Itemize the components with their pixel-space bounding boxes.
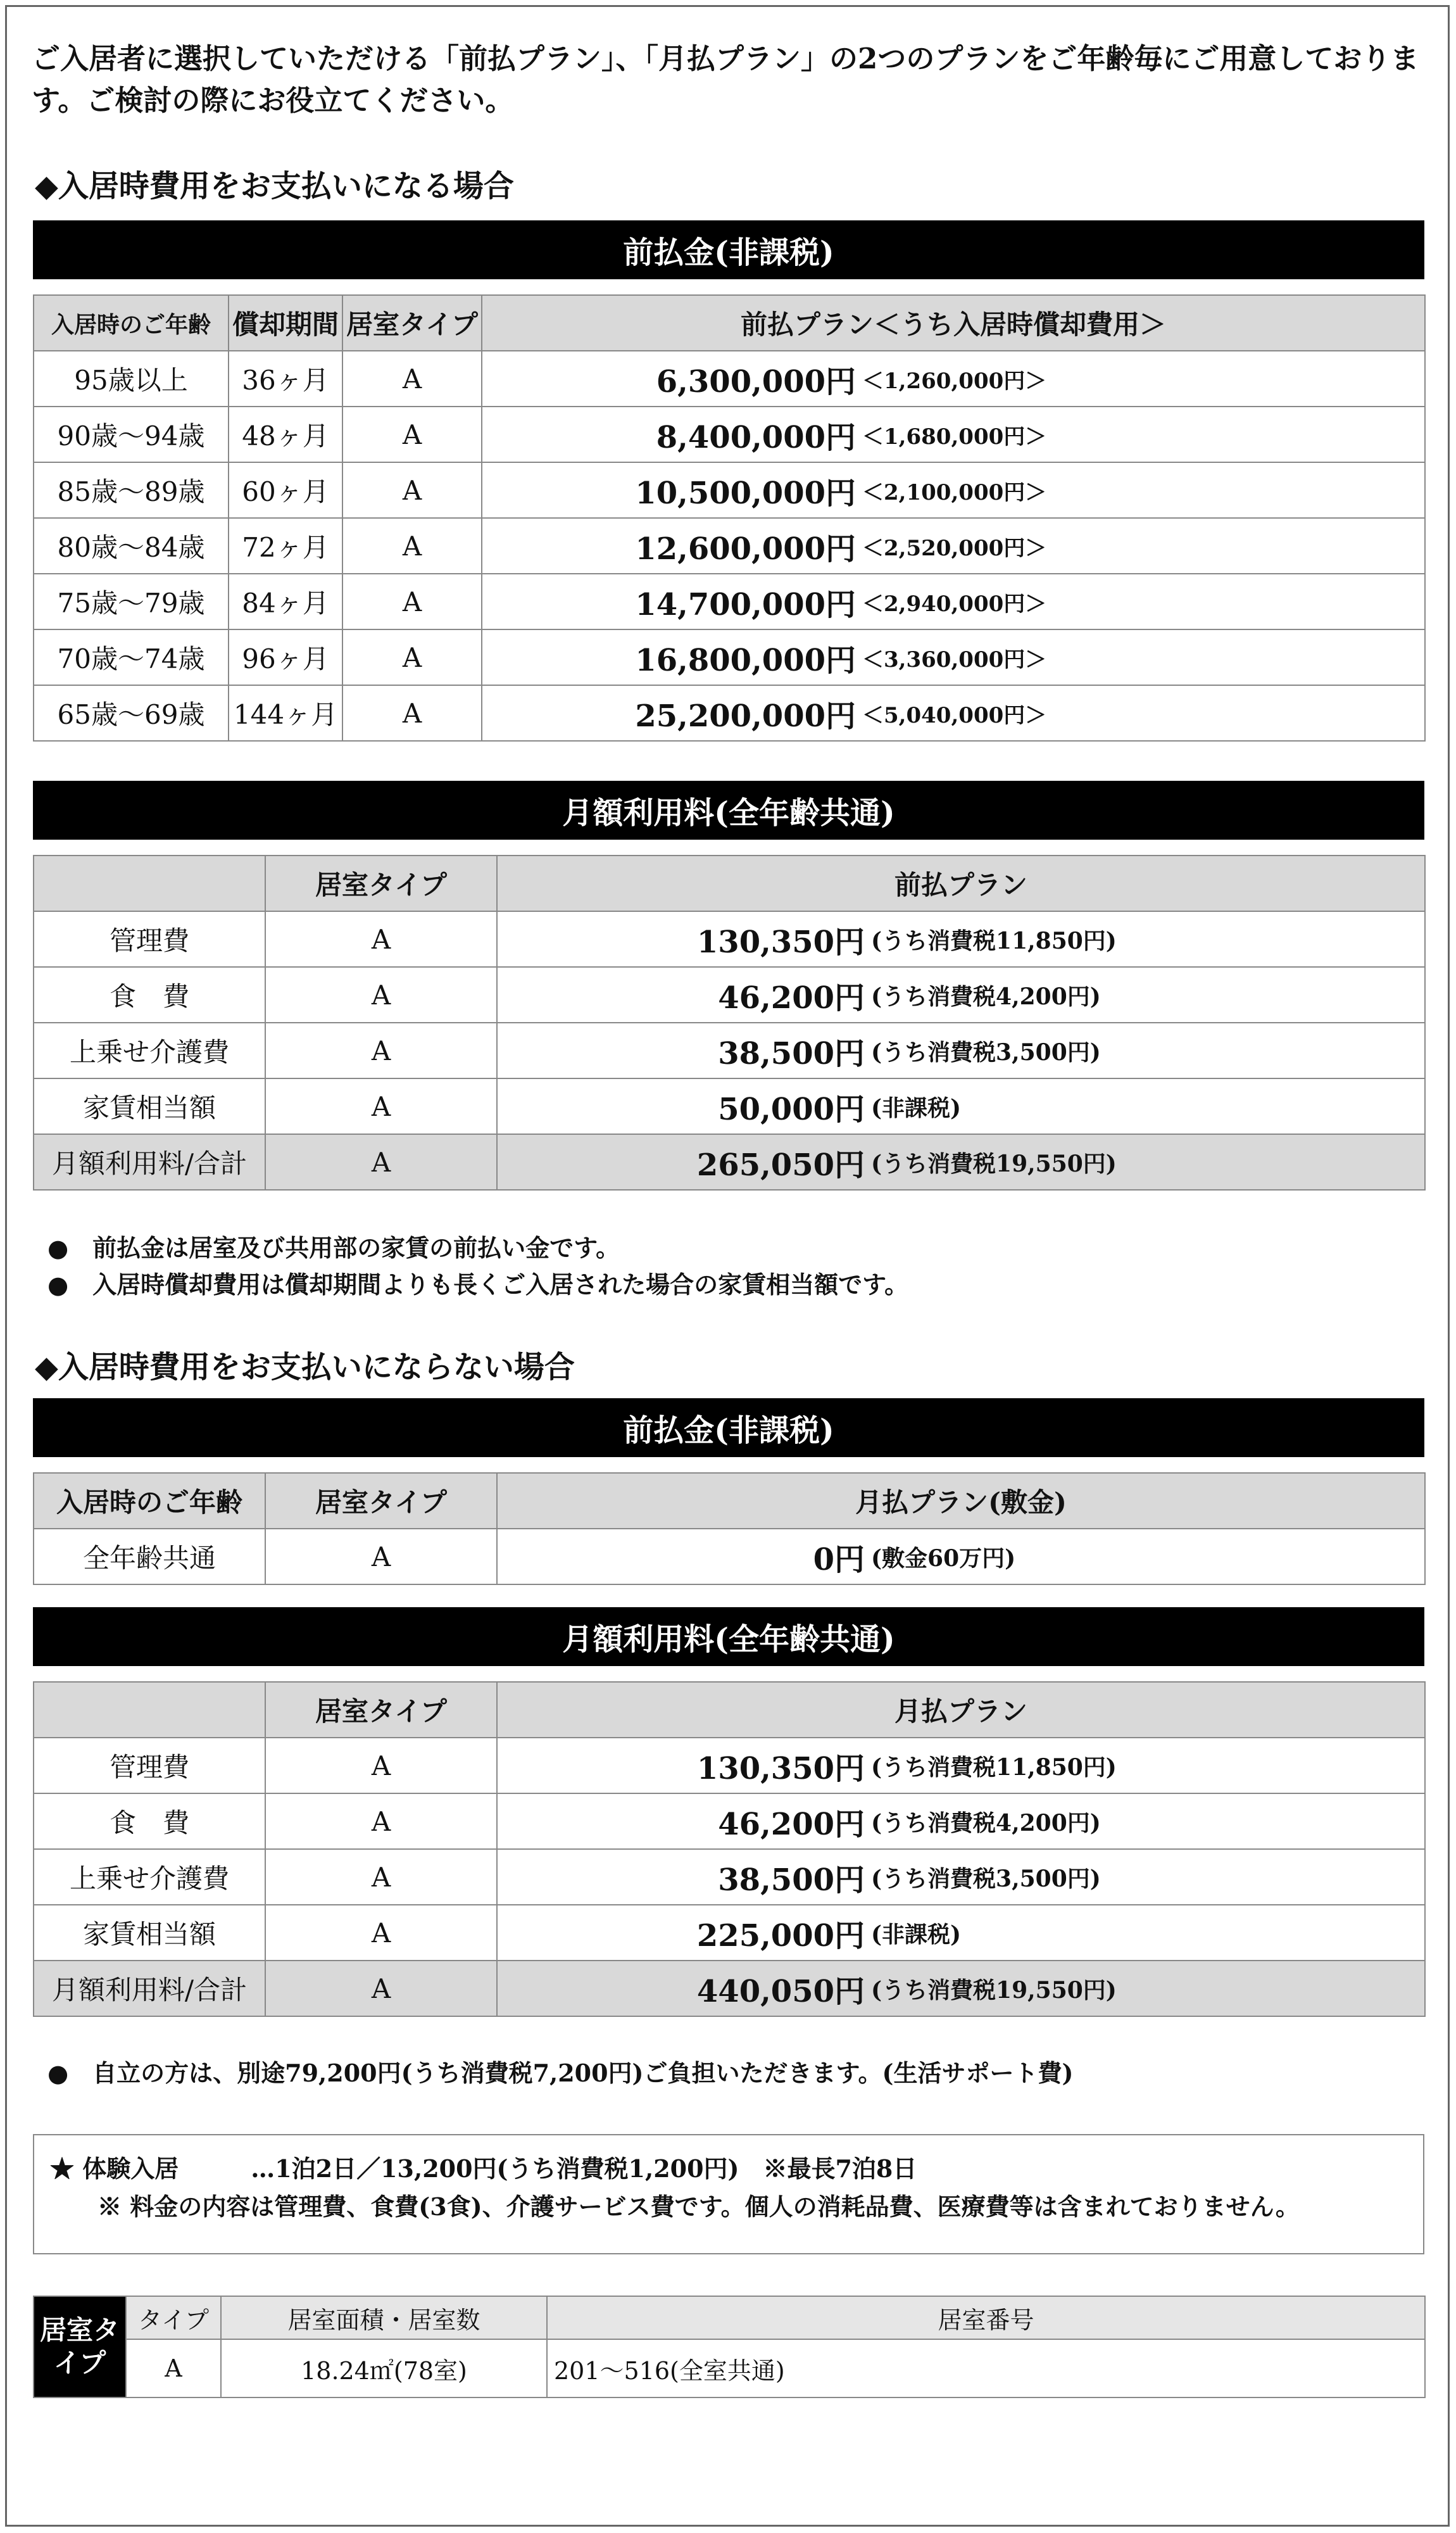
amount-cell [497,967,1425,1023]
type-cell: A [265,1738,497,1793]
table-header-row [34,1473,1425,1529]
amount-note: ＜2,940,000円＞ [862,591,1047,617]
type-cell: A [265,967,497,1023]
amount-value: 440,050円 [696,1973,865,2009]
amount-cell [482,351,1425,407]
amount-value: 6,300,000円 [656,363,856,400]
period-cell: 48ヶ月 [229,407,342,462]
table-row [34,1023,1425,1078]
amount-value: 225,000円 [696,1917,865,1954]
age-cell: 85歳～89歳 [34,462,229,518]
col-header-item [34,1682,265,1738]
amount-cell [482,407,1425,462]
type-cell: A [265,1134,497,1190]
intro-text: ご入居者に選択していただける「前払プラン」、「月払プラン」の2つのプランをご年齢毎にご用意しております。ご検討の際にお役立てください。 [32,42,1419,117]
amount-cell [482,574,1425,629]
col-header-monthly-plan: 月払プラン(敷金) [497,1473,1425,1529]
type-cell: A [265,1961,497,2016]
table-row [34,574,1425,629]
col-header-plan: 月払プラン [497,1682,1425,1738]
amount-value: 16,800,000円 [635,642,856,678]
amount-cell [497,1529,1425,1584]
period-cell: 60ヶ月 [229,462,342,518]
amount-note: ＜1,680,000円＞ [862,424,1047,450]
amount-cell [497,1078,1425,1134]
amount-note: ＜2,100,000円＞ [862,479,1047,505]
amount-note: (うち消費税11,850円) [871,1753,1117,1781]
table-row [34,518,1425,574]
period-cell: 72ヶ月 [229,518,342,574]
total-label-cell: 月額利用料/合計 [34,1961,265,2016]
amount-value: 50,000円 [718,1091,865,1127]
item-label-cell: 食 費 [34,967,265,1023]
table-row [34,629,1425,685]
table-header-row [34,856,1425,911]
amount-value: 46,200円 [718,980,865,1016]
col-header-period: 償却期間 [229,295,342,351]
col-header-item [34,856,265,911]
total-row [34,1961,1425,2016]
type-cell: A [265,1849,497,1905]
amount-note: ＜1,260,000円＞ [862,368,1047,394]
section2-monthly-table [33,1681,1426,2017]
amount-note: (うち消費税11,850円) [871,927,1117,954]
age-cell: 全年齢共通 [34,1529,265,1584]
age-cell: 90歳～94歳 [34,407,229,462]
amount-cell [497,1023,1425,1078]
amount-cell [497,1738,1425,1793]
col-header-plan: 前払プラン [497,856,1425,911]
age-cell: 75歳～79歳 [34,574,229,629]
trial-line-2: ※ 料金の内容は管理費、食費(3食)、介護サービス費です。個人の消耗品費、医療費等は含まれておりません。 [97,2192,1300,2221]
total-row [34,1134,1425,1190]
amount-note: ＜5,040,000円＞ [862,702,1047,728]
amount-note: (うち消費税3,500円) [871,1865,1101,1892]
amount-value: 12,600,000円 [635,531,856,567]
amount-note: ＜2,520,000円＞ [862,535,1047,561]
amount-value: 14,700,000円 [635,586,856,622]
trial-line-1: ★ 体験入居 …1泊2日／13,200円(うち消費税1,200円) ※最長7泊8日 [50,2154,917,2183]
amount-cell [497,1134,1425,1190]
type-cell: A [265,1023,497,1078]
total-label-cell: 月額利用料/合計 [34,1134,265,1190]
type-cell: A [342,518,482,574]
amount-value: 8,400,000円 [656,419,856,455]
section2-monthly-bar: 月額利用料(全年齢共通) [33,1607,1424,1666]
type-cell: A [342,629,482,685]
table-row [34,462,1425,518]
table-row [34,1793,1425,1849]
type-cell: A [265,911,497,967]
age-cell: 80歳～84歳 [34,518,229,574]
col-header-type: 居室タイプ [265,1682,497,1738]
amount-value: 130,350円 [696,924,865,960]
table-row [34,1529,1425,1584]
section1-note-2: ● 入居時償却費用は償却期間よりも長くご入居された場合の家賃相当額です。 [47,1270,909,1299]
section2-prepay-table [33,1472,1426,1585]
amount-cell [497,1905,1425,1961]
type-cell: A [126,2339,221,2397]
period-cell: 36ヶ月 [229,351,342,407]
table-row [34,967,1425,1023]
section1-note-1: ● 前払金は居室及び共用部の家賃の前払い金です。 [47,1234,620,1262]
amount-value: 130,350円 [696,1750,865,1786]
type-cell: A [342,574,482,629]
table-header-row [34,1682,1425,1738]
amount-note: (うち消費税19,550円) [871,1150,1117,1177]
section2-note: ● 自立の方は、別途79,200円(うち消費税7,200円)ご負担いただきます。(生活サポート費) [47,2059,1074,2087]
period-cell: 96ヶ月 [229,629,342,685]
section1-monthly-bar: 月額利用料(全年齢共通) [33,781,1424,840]
age-cell: 95歳以上 [34,351,229,407]
item-label-cell: 上乗せ介護費 [34,1023,265,1078]
amount-note: (うち消費税4,200円) [871,1809,1101,1836]
table-row [34,1078,1425,1134]
amount-value: 46,200円 [718,1806,865,1842]
area-cell: 18.24㎡(78室) [221,2339,547,2397]
age-cell: 70歳～74歳 [34,629,229,685]
item-label-cell: 家賃相当額 [34,1078,265,1134]
col-header-age: 入居時のご年齢 [34,295,229,351]
amount-value: 38,500円 [718,1862,865,1898]
col-header-area: 居室面積・居室数 [221,2296,547,2339]
table-row [34,407,1425,462]
amount-note: (うち消費税19,550円) [871,1976,1117,2004]
amount-note: (非課税) [871,1094,962,1121]
amount-cell [497,911,1425,967]
period-cell: 84ヶ月 [229,574,342,629]
table-row [34,1738,1425,1793]
type-cell: A [342,685,482,741]
amount-cell [497,1849,1425,1905]
col-header-room-numbers: 居室番号 [547,2296,1425,2339]
amount-cell [482,462,1425,518]
col-header-type: 居室タイプ [265,856,497,911]
amount-value: 265,050円 [696,1147,865,1183]
col-header-age: 入居時のご年齢 [34,1473,265,1529]
type-cell: A [342,462,482,518]
table-row [34,2339,1425,2397]
amount-note: (うち消費税4,200円) [871,983,1101,1010]
amount-cell [482,629,1425,685]
item-label-cell: 食 費 [34,1793,265,1849]
section1-title: ◆入居時費用をお支払いになる場合 [35,168,514,204]
amount-note: ＜3,360,000円＞ [862,647,1047,673]
col-header-type: 居室タイプ [265,1473,497,1529]
amount-value: 0円 [813,1541,865,1577]
type-cell: A [265,1078,497,1134]
amount-note: (敷金60万円) [871,1544,1016,1572]
table-header-row [34,2296,1425,2339]
amount-cell [482,685,1425,741]
type-cell: A [265,1905,497,1961]
type-cell: A [342,351,482,407]
amount-cell [482,518,1425,574]
section1-prepay-table [33,294,1426,742]
amount-note: (うち消費税3,500円) [871,1039,1101,1066]
room-numbers-cell: 201～516(全室共通) [547,2339,1425,2397]
table-row [34,1905,1425,1961]
table-row [34,685,1425,741]
item-label-cell: 家賃相当額 [34,1905,265,1961]
item-label-cell: 管理費 [34,1738,265,1793]
room-type-label: 居室タイプ [34,2296,126,2397]
table-row [34,351,1425,407]
item-label-cell: 上乗せ介護費 [34,1849,265,1905]
amount-value: 38,500円 [718,1035,865,1071]
room-type-table [33,2296,1426,2398]
section1-monthly-table [33,855,1426,1191]
amount-note: (非課税) [871,1921,962,1948]
amount-value: 10,500,000円 [635,475,856,511]
section2-title: ◆入居時費用をお支払いにならない場合 [35,1349,575,1385]
trial-stay-box [33,2134,1424,2254]
amount-value: 25,200,000円 [635,698,856,734]
table-row [34,1849,1425,1905]
section2-prepay-bar: 前払金(非課税) [33,1398,1424,1457]
item-label-cell: 管理費 [34,911,265,967]
type-cell: A [342,407,482,462]
age-cell: 65歳～69歳 [34,685,229,741]
col-header-type: 居室タイプ [342,295,482,351]
table-row [34,911,1425,967]
table-header-row [34,295,1425,351]
col-header-type: タイプ [126,2296,221,2339]
type-cell: A [265,1793,497,1849]
section1-prepay-bar: 前払金(非課税) [33,220,1424,279]
amount-cell [497,1961,1425,2016]
type-cell: A [265,1529,497,1584]
period-cell: 144ヶ月 [229,685,342,741]
amount-cell [497,1793,1425,1849]
col-header-prepay-plan: 前払プラン＜うち入居時償却費用＞ [482,295,1425,351]
